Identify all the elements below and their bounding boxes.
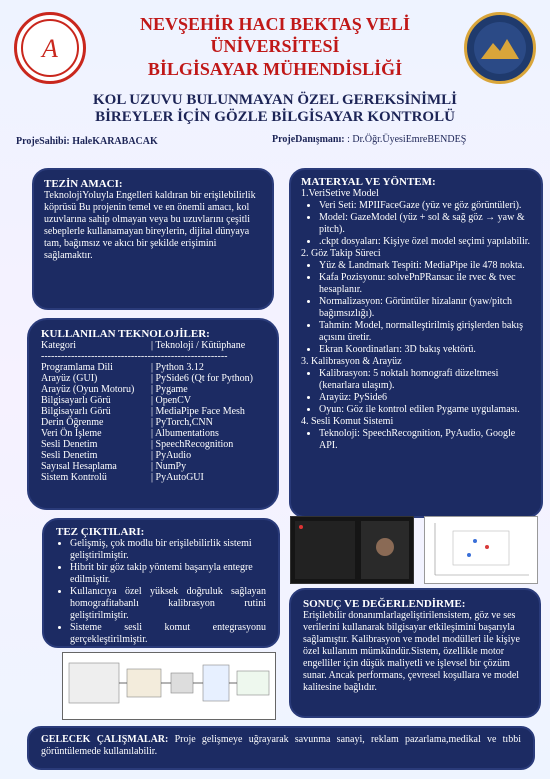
project-advisor bbox=[272, 134, 466, 145]
tech-row bbox=[41, 450, 265, 461]
outputs-card bbox=[42, 518, 280, 648]
tech-category: Sesli Denetim bbox=[41, 439, 98, 450]
tech-library: | SpeechRecognition bbox=[151, 439, 234, 450]
methods-section2-list bbox=[301, 260, 531, 356]
aim-title: TEZİN AMACI: bbox=[44, 178, 123, 190]
methods-section4-list bbox=[301, 428, 531, 452]
methods-card bbox=[289, 168, 543, 518]
tech-category: Sistem Kontrolü bbox=[41, 472, 107, 483]
tech-row bbox=[41, 406, 265, 417]
tech-rows bbox=[41, 362, 265, 483]
list-item: • Hibrit bir göz takip yöntemi başarıyla entegre edilmiştir. bbox=[70, 562, 266, 586]
list-item: • Normalizasyon: Görüntüler hizalanır (yaw/pitch bağımsızlığı). bbox=[319, 296, 531, 320]
tech-category: Sayısal Hesaplama bbox=[41, 461, 117, 472]
list-item: • Tahmin: Model, normalleştirilmiş girişlerden bakış açısını üretir. bbox=[319, 320, 531, 344]
university-logo-left bbox=[14, 12, 86, 84]
methods-section3: 3. Kalibrasyon & Arayüz bbox=[301, 356, 402, 367]
pipeline-diagram bbox=[62, 652, 276, 720]
list-item: • Sisteme sesli komut entegrasyonu gerçekleştirilmiştir. bbox=[70, 622, 266, 646]
future-text: Proje gelişmeye uğrayarak savunma sanayi, reklam pazarlama,medikal ve tıbbi görüntülemede kullanılabilir. bbox=[41, 734, 521, 757]
tech-header-row bbox=[41, 340, 265, 351]
methods-section1-list bbox=[301, 200, 531, 248]
tech-category: Bilgisayarlı Görü bbox=[41, 395, 111, 406]
project-title-line2: BİREYLER İÇİN GÖZLE BİLGİSAYAR KONTROLÜ bbox=[95, 109, 455, 125]
tech-header-library: | Teknoloji / Kütüphane bbox=[151, 340, 246, 351]
future-card bbox=[27, 726, 535, 770]
tech-library: | OpenCV bbox=[151, 395, 192, 406]
methods-section4: 4. Sesli Komut Sistemi bbox=[301, 416, 394, 427]
tech-row bbox=[41, 428, 265, 439]
conclusion-card bbox=[289, 588, 541, 718]
methods-section2: 2. Göz Takip Süreci bbox=[301, 248, 381, 259]
list-item: • Veri Seti: MPIIFaceGaze (yüz ve göz görüntüleri). bbox=[319, 200, 531, 212]
tech-library: | NumPy bbox=[151, 461, 187, 472]
tech-title: KULLANILAN TEKNOLOJİLER: bbox=[41, 328, 210, 340]
tech-row bbox=[41, 373, 265, 384]
tech-library: | Python 3.12 bbox=[151, 362, 204, 373]
list-item: • Kullanıcıya özel yüksek doğruluk sağlayan homografitabanlı kalibrasyon rutini geliştirilmiştir. bbox=[70, 586, 266, 622]
advisor-value: : Dr.Öğr.ÜyesiEmreBENDEŞ bbox=[347, 134, 467, 145]
list-item: • .ckpt dosyaları: Kişiye özel model seçimi yapılabilir. bbox=[319, 236, 531, 248]
list-item: • Kafa Pozisyonu: solvePnPRansac ile rvec & tvec hesaplanır. bbox=[319, 272, 531, 296]
aim-card bbox=[32, 168, 274, 310]
aim-text: TeknolojiYoluyla Engelleri kaldıran bir erişilebilirlik köprüsü Bu projenin temel ve en önemli amacı, kol uzuvlarına sahip olmayan veya bu uzuvlarını çeşitli sebeplerle kullanamayan bireylerin, dijital dünyaya tam, bağımsız ve akıcı bir şekilde erişimini sağlamaktır. bbox=[44, 190, 256, 261]
tech-row bbox=[41, 472, 265, 483]
tech-library: | PyAutoGUI bbox=[151, 472, 204, 483]
list-item: • Arayüz: PySide6 bbox=[319, 392, 531, 404]
future-block bbox=[41, 734, 521, 758]
list-item: • Kalibrasyon: 5 noktalı homografi düzeltmesi (kenarlara ulaşım). bbox=[319, 368, 531, 392]
department-logo-right bbox=[464, 12, 536, 84]
tech-category: Veri Ön İşleme bbox=[41, 428, 102, 439]
university-name-line2: ÜNİVERSİTESİ bbox=[210, 36, 340, 56]
conclusion-title: SONUÇ VE DEĞERLENDİRME: bbox=[303, 598, 466, 610]
calibration-plot bbox=[424, 516, 538, 584]
list-item: • Yüz & Landmark Tespiti: MediaPipe ile 478 nokta. bbox=[319, 260, 531, 272]
outputs-title: TEZ ÇIKTILARI: bbox=[56, 526, 145, 538]
tech-divider: -------------------------------------------------------- bbox=[41, 351, 228, 362]
tech-row bbox=[41, 461, 265, 472]
tech-library: | PyTorch,CNN bbox=[151, 417, 213, 428]
university-name-line1: NEVŞEHİR HACI BEKTAŞ VELİ bbox=[140, 14, 410, 34]
outputs-list bbox=[56, 538, 266, 646]
tech-row bbox=[41, 439, 265, 450]
tech-row bbox=[41, 384, 265, 395]
tech-library: | Pygame bbox=[151, 384, 188, 395]
list-item: • Ekran Koordinatları: 3D bakış vektörü. bbox=[319, 344, 531, 356]
methods-title: MATERYAL VE YÖNTEM: bbox=[301, 176, 436, 188]
advisor-label: ProjeDanışmanı: bbox=[272, 134, 345, 145]
svg-text:A: A bbox=[42, 34, 58, 63]
tech-category: Arayüz (Oyun Motoru) bbox=[41, 384, 135, 395]
list-item: • Teknoloji: SpeechRecognition, PyAudio, Google API. bbox=[319, 428, 531, 452]
tech-row bbox=[41, 395, 265, 406]
list-item: • Model: GazeModel (yüz + sol & sağ göz → yaw & pitch). bbox=[319, 212, 531, 236]
tech-library: | MediaPipe Face Mesh bbox=[151, 406, 245, 417]
future-title: GELECEK ÇALIŞMALAR: bbox=[41, 734, 169, 745]
project-owner: ProjeSahibi: HaleKARABACAK bbox=[16, 136, 158, 147]
tech-category: Sesli Denetim bbox=[41, 450, 98, 461]
project-title-line1: KOL UZUVU BULUNMAYAN ÖZEL GEREKSİNİMLİ bbox=[93, 92, 457, 108]
tech-category: Programlama Dili bbox=[41, 362, 113, 373]
tech-row bbox=[41, 417, 265, 428]
tech-row bbox=[41, 362, 265, 373]
tech-category: Derin Öğrenme bbox=[41, 417, 104, 428]
app-screenshot bbox=[290, 516, 414, 584]
tech-category: Arayüz (GUI) bbox=[41, 373, 98, 384]
tech-category: Bilgisayarlı Görü bbox=[41, 406, 111, 417]
list-item: • Oyun: Göz ile kontrol edilen Pygame uygulaması. bbox=[319, 404, 531, 416]
tech-library: | PySide6 (Qt for Python) bbox=[151, 373, 254, 384]
tech-library: | PyAudio bbox=[151, 450, 192, 461]
tech-library: | Albumentations bbox=[151, 428, 219, 439]
list-item: • Gelişmiş, çok modlu bir erişilebilirlik sistemi geliştirilmiştir. bbox=[70, 538, 266, 562]
conclusion-text: Erişilebilir donanımlarlageliştirilensistem, göz ve ses verilerini kullanarak bilgisayar etkileşimini başarıyla sağlamıştır. Kalibrasyon ve model modülleri ile kişiye özel kullanım mümkündür.Sistem, özellikle motor engelliler için düşük maliyetli ve işlevsel bir çözüm sunar. Ancak performans, çevresel koşullara ve model kalitesine bağlıdır. bbox=[303, 610, 520, 693]
methods-section1: 1.VeriSetive Model bbox=[301, 188, 379, 199]
methods-section3-list bbox=[301, 368, 531, 416]
tech-header-category: Kategori bbox=[41, 340, 76, 351]
technologies-card bbox=[27, 318, 279, 510]
department-name: BİLGİSAYAR MÜHENDİSLİĞİ bbox=[147, 59, 403, 79]
